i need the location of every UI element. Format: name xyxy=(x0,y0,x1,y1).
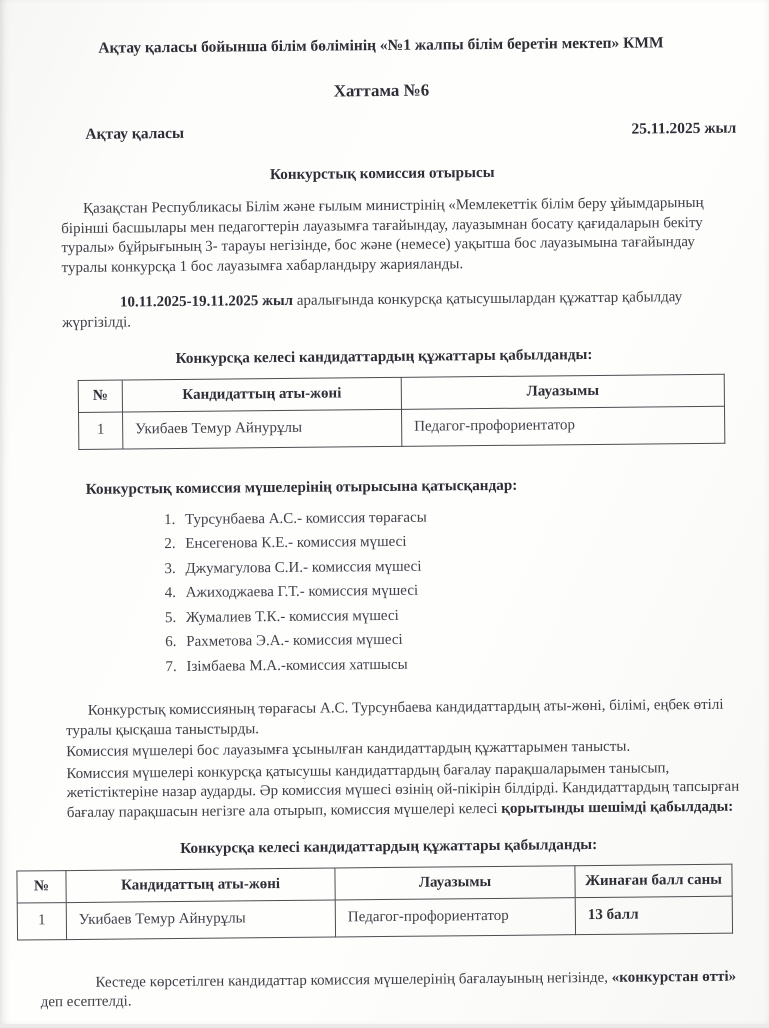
discussion-paragraph: Конкурстық комиссияның төрағасы А.С. Турсунбаева кандидаттардың аты-жөні, білімі, еңбек өтілі туралы қысқаша таныстырды. xyxy=(65,696,724,739)
decision-emphasis: қорытынды шешімді қабылдады: xyxy=(501,798,734,817)
meta-row xyxy=(0,119,766,147)
attendees-list xyxy=(1,505,769,679)
cell-position: Педагог-профориентатор xyxy=(402,407,725,447)
table1-heading: Конкурсқа келесі кандидаттардың құжаттары қабылданды: xyxy=(175,346,593,368)
list-item: 6. Рахметова Э.А.- комиссия мүшесі xyxy=(180,627,769,652)
discussion-section xyxy=(3,695,769,823)
list-item: 7. Ізімбаева М.А.-комиссия хатшысы xyxy=(180,652,769,677)
list-item: 5. Жумалиев Т.К.- комиссия мүшесі xyxy=(180,603,769,628)
col-header-number: № xyxy=(78,380,122,413)
col-header-position: Лауазымы xyxy=(401,374,724,410)
discussion-paragraph xyxy=(3,758,769,824)
col-header-candidate-name: Кандидаттың аты-жөні xyxy=(66,868,335,903)
col-header-score: Жинаған балл саны xyxy=(575,864,732,898)
results-table xyxy=(16,864,733,941)
table-row xyxy=(79,407,725,450)
table-row xyxy=(17,897,732,940)
cell-candidate-name: Укибаев Темур Айнурұлы xyxy=(66,900,335,939)
cell-score: 13 балл xyxy=(575,897,732,935)
application-period: 10.11.2025-19.11.2025 жыл xyxy=(119,292,294,311)
closing-text-end: деп есептелді. xyxy=(40,993,132,1011)
list-item: 3. Джумагулова С.И.- комиссия мүшесі xyxy=(179,554,769,579)
intro-paragraph: Қазақстан Республикасы Білім және ғылым министрінің «Мемлекеттік білім беру ұйымдарының бірінші басшылары мен педагогтерін лауазымға тағайындау, лауазымнан босату қағидаларын бекіту туралы» бұйрығының 3- тарауы негізінде, бос және (немесе) уақытша бос лауазымына тағайындау туралы конкурсқа 1 бос лауазымға хабарландыру жарияланды. xyxy=(61,195,704,276)
verdict-emphasis: «конкурстан өтті» xyxy=(611,968,737,986)
date-label: 25.11.2025 жыл xyxy=(631,119,737,138)
protocol-number-title: Хаттама №6 xyxy=(333,80,430,101)
meeting-title: Конкурстық комиссия отырысы xyxy=(269,164,495,184)
candidates-table xyxy=(78,374,726,450)
cell-row-number: 1 xyxy=(17,903,66,940)
application-period-rest: аралығында конкурсқа қатысушылардан құжаттар қабылдау жүргізілді. xyxy=(62,289,683,331)
cell-row-number: 1 xyxy=(79,412,123,449)
list-item: 2. Енсегенова К.Е.- комиссия мүшесі xyxy=(179,529,769,554)
closing-text-start: Кестеде көрсетілген кандидаттар комиссия мүшелерінің бағалауының негізінде, xyxy=(95,969,612,991)
discussion-paragraph: Комиссия мүшелері бос лауазымға ұсынылған кандидаттардың құжаттарымен танысты. xyxy=(66,738,631,761)
list-item: 4. Ажиходжаева Г.Т.- комиссия мүшесі xyxy=(180,578,769,603)
closing-section xyxy=(5,967,769,1013)
col-header-candidate-name: Кандидаттың аты-жөні xyxy=(122,377,401,412)
discussion-text: Комиссия мүшелері конкурсқа қатысушы кандидаттардың бағалау парақшаларымен танысып, жетістіктеріне назар аударды. Әр комиссия мүшесі өзінің ой-пікірін білдірді. Кандидаттардың тапсырған бағалау парақшасын негізге ала отырып, комиссия мүшелері келесі xyxy=(66,759,740,821)
dates-paragraph xyxy=(0,287,768,333)
closing-paragraph xyxy=(40,967,742,1013)
organization-title: Ақтау қаласы бойынша білім бөлімінің «№1 жалпы білім беретін мектеп» КММ xyxy=(98,34,664,57)
city-label: Ақтау қаласы xyxy=(85,125,185,144)
col-header-number: № xyxy=(17,870,66,903)
list-item: 1. Турсунбаева А.С.- комиссия төрағасы xyxy=(179,505,769,530)
cell-position: Педагог-профориентатор xyxy=(335,898,575,937)
table2-heading: Конкурсқа келесі кандидаттардың құжаттары қабылданды: xyxy=(180,836,598,858)
col-header-position: Лауазымы xyxy=(335,866,575,901)
attendees-heading: Конкурстық комиссия мүшелерінің отырысына қатысқандар: xyxy=(85,476,518,498)
cell-candidate-name: Укибаев Темур Айнурұлы xyxy=(123,410,402,449)
